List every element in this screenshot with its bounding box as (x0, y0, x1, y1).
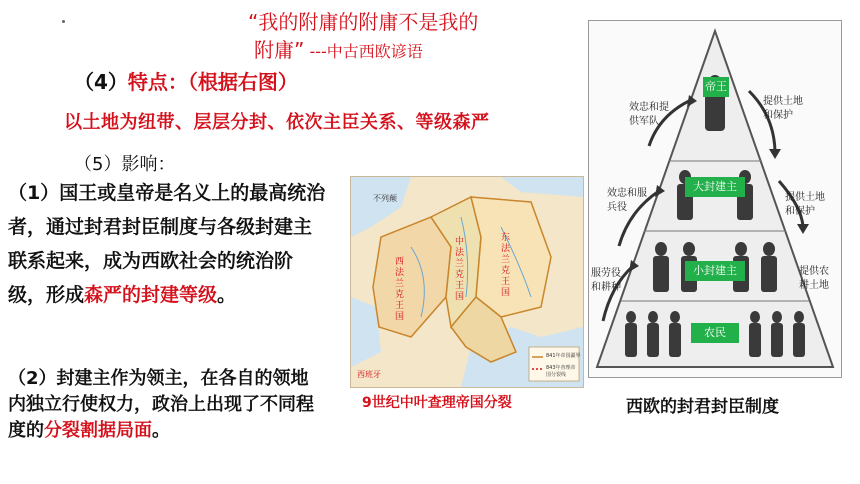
left-label-1: 效忠和提供军队 (629, 102, 669, 127)
feudal-pyramid-diagram (588, 20, 842, 378)
decorative-dot (62, 20, 65, 23)
impact-paragraph-1 (8, 176, 330, 312)
section-4-number: （4） (74, 70, 128, 94)
map-caption: 9世纪中叶查理帝国分裂 (362, 395, 512, 411)
left-label-3: 服劳役和耕种 (591, 268, 621, 293)
map-legend-line-1: 841年帝国疆界 (546, 353, 581, 359)
quote-line-2-text: 附庸” (254, 38, 305, 62)
impact-2-end: 。 (152, 420, 170, 441)
level-lesser-lords: 小封建主 (685, 261, 745, 281)
map-legend-line-2: 843年查理帝国分裂线 (546, 365, 576, 378)
impact-1-highlight: 森严的封建等级 (84, 284, 218, 306)
section-5-heading: （5）影响： (74, 154, 176, 175)
feature-statement: 以土地为纽带、层层分封、依次主臣关系、等级森严 (64, 112, 490, 133)
level-emperor: 帝王 (703, 77, 729, 97)
left-label-2: 效忠和服兵役 (607, 188, 647, 213)
right-label-1: 提供土地和保护 (763, 96, 803, 121)
right-label-2: 提供土地和保护 (785, 192, 825, 217)
impact-paragraph-2 (8, 366, 326, 444)
map-label-east-frank: 东法兰克王国 (501, 233, 511, 298)
map-label-brittany: 不列颠 (373, 194, 397, 203)
level-great-lords: 大封建主 (685, 177, 745, 197)
impact-1-end: 。 (217, 284, 237, 306)
section-4-title: 特点：（根据右图） (127, 70, 298, 94)
quote-line-2 (248, 36, 578, 66)
right-label-3: 提供农耕土地 (799, 266, 829, 291)
map-label-west-frank: 西法兰克王国 (395, 257, 405, 322)
proverb-quote (248, 8, 578, 66)
charlemagne-empire-map (350, 176, 584, 388)
quote-source: ---中古西欧谚语 (304, 42, 423, 61)
impact-2-text: （2）封建主作为领主，在各自的领地内独立行使权力，政治上出现了不同程度的 (8, 368, 314, 441)
section-4-heading (74, 66, 298, 95)
map-label-spain: 西班牙 (357, 370, 381, 379)
level-peasants: 农民 (691, 323, 739, 343)
quote-line-1: “我的附庸的附庸不是我的 (248, 10, 479, 34)
impact-2-highlight: 分裂割据局面 (44, 420, 152, 441)
map-label-middle-frank: 中法兰克王国 (455, 237, 465, 302)
pyramid-caption: 西欧的封君封臣制度 (626, 397, 779, 417)
impact-1-text: （1）国王或皇帝是名义上的最高统治者，通过封君封臣制度与各级封建主联系起来，成为西欧社会的统治阶级，形成 (8, 182, 326, 306)
